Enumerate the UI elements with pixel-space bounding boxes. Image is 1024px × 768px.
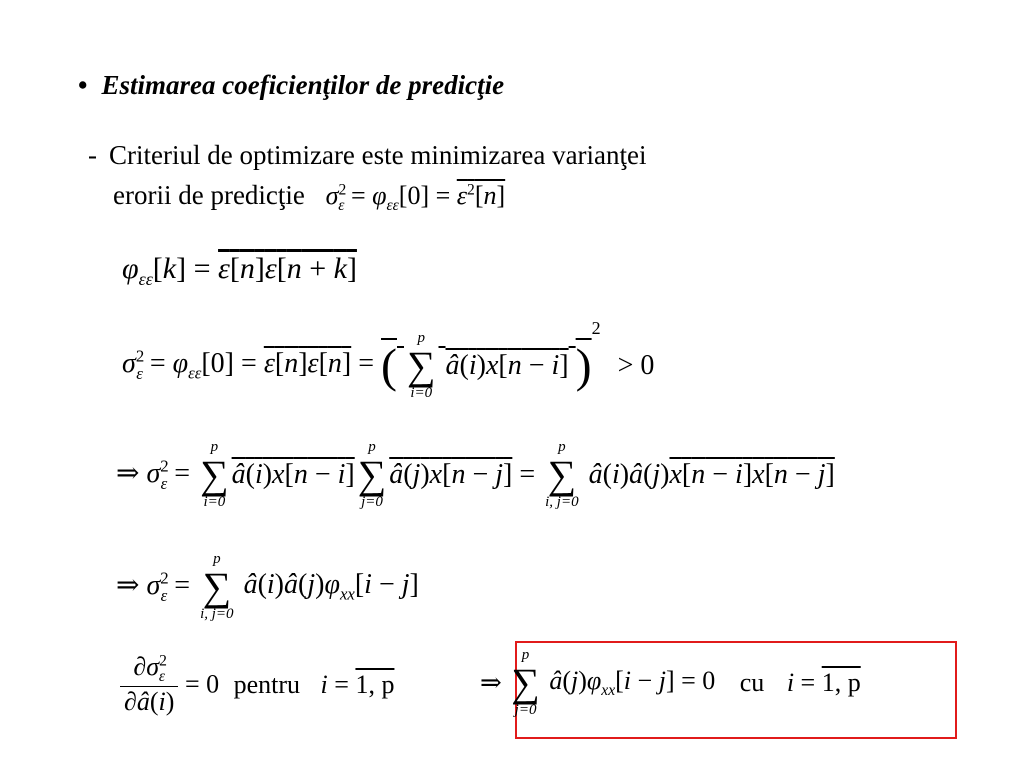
variance-definition-formula: $\sigma^2_\varepsilon = \varphi_{\varepsilon\varepsilon}[0] = \varepsilon^2[n]$ xyxy=(325,181,506,215)
sum-symbol: p ∑ i, j=0 xyxy=(200,551,234,622)
sum-symbol: p ∑ i=0 xyxy=(407,329,436,401)
variance-expansion-formula: $\sigma^2_\varepsilon = \varphi_{\varepsilon\varepsilon}[0] = \varepsilon[n]\varepsilon[n]$ = ( p ∑ i=0 â(i)x[n − i] )$^2$ > 0 xyxy=(122,318,655,401)
partial-derivative-fraction: $\frac{\partial\sigma^2_\varepsilon}{\partial â(i)}$ xyxy=(120,652,178,717)
variance-double-sum-formula: ⇒ $\sigma^2_\varepsilon$ = p ∑ i=0 â(i)x[n − i] p ∑ j=0 â(j)x[n − j] = p ∑ i, j=0 â(i)â(j)x[n − i]x[n − j] xyxy=(116,439,835,510)
criterion-text-2: erorii de predicţie xyxy=(113,180,305,210)
variance-autocorrelation-formula: ⇒ $\sigma^2_\varepsilon$ = p ∑ i, j=0 $â(i)â(j)\varphi_{xx}[i - j]$ xyxy=(116,551,419,622)
index-range: 1, p xyxy=(821,668,861,697)
sum-symbol: p ∑ i, j=0 xyxy=(545,439,579,510)
index-range: 1, p xyxy=(355,669,395,699)
criterion-line-1 xyxy=(88,140,647,171)
slide-title xyxy=(78,70,504,101)
criterion-text-1: Criteriul de optimizare este minimizarea varianţei xyxy=(109,140,647,170)
normal-equations-formula: ⇒ p ∑ j=0 $â(j)\varphi_{xx}[i - j] = 0$ cu i = 1, p xyxy=(480,647,861,718)
sum-symbol: p ∑ i=0 xyxy=(200,439,229,510)
autocorrelation-formula: $\varphi_{\varepsilon\varepsilon}[k] = \varepsilon[n]\varepsilon[n + k]$ xyxy=(122,252,357,289)
condition-word: pentru xyxy=(233,669,301,699)
sum-symbol: p ∑ j=0 xyxy=(511,647,540,718)
criterion-line-2 xyxy=(113,180,505,215)
cu-word: cu xyxy=(739,668,765,697)
bullet-marker: • xyxy=(78,70,88,100)
dash-marker: - xyxy=(88,140,97,170)
title-text: Estimarea coeficienţilor de predicţie xyxy=(101,70,505,100)
derivative-condition-formula: $\frac{\partial\sigma^2_\varepsilon}{\partial â(i)}$ = 0 pentru i = 1, p xyxy=(120,652,394,717)
sum-symbol: p ∑ j=0 xyxy=(357,439,387,510)
